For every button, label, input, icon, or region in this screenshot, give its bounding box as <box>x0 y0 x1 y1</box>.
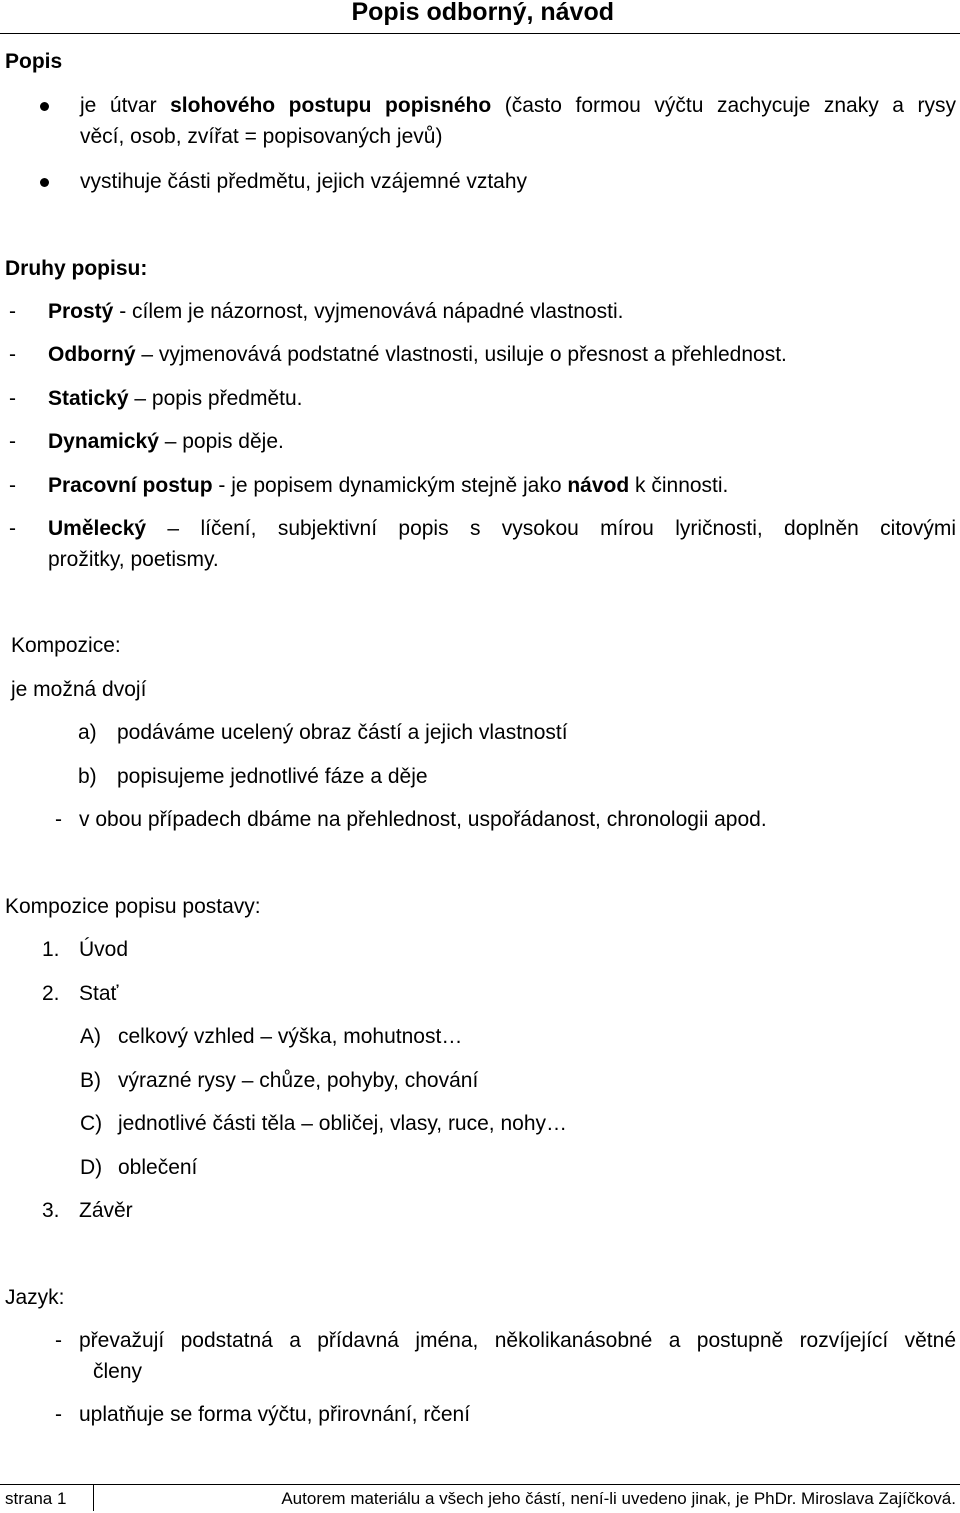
kompozice-item-a: podáváme ucelený obraz částí a jejich vlastností <box>117 721 568 744</box>
postava-item-zaver: Závěr <box>79 1199 133 1222</box>
postava-item-stat: Stať <box>79 982 119 1005</box>
kompozice-item-b: popisujeme jednotlivé fáze a děje <box>117 765 428 788</box>
postava-item-uvod: Úvod <box>79 938 129 961</box>
dash-marker: - <box>9 343 16 366</box>
list-number: 3. <box>42 1199 60 1222</box>
postava-heading: Kompozice popisu postavy: <box>5 895 261 918</box>
list-marker: C) <box>80 1112 103 1135</box>
druhy-item-odborny: Odborný – vyjmenovává podstatné vlastnosti, usiluje o přesnost a přehlednost. <box>48 343 787 366</box>
jazyk-item-1-line-2: členy <box>93 1360 143 1383</box>
bullet-dot <box>40 178 49 187</box>
dash-marker: - <box>9 300 16 323</box>
druhy-item-umelecky: Umělecký – líčení, subjektivní popis s vysokou mírou lyričnosti, doplněn citovými <box>48 517 956 540</box>
title-rule <box>0 33 960 34</box>
dash-marker: - <box>55 1403 62 1426</box>
page-title: Popis odborný, návod <box>351 0 614 26</box>
jazyk-item-2: uplatňuje se forma výčtu, přirovnání, rčení <box>79 1403 471 1426</box>
list-marker: a) <box>78 721 97 744</box>
list-number: 1. <box>42 938 60 961</box>
dash-marker: - <box>55 808 62 831</box>
druhy-item-dynamicky: Dynamický – popis děje. <box>48 430 284 453</box>
postava-sub-b: výrazné rysy – chůze, pohyby, chování <box>118 1069 479 1092</box>
postava-sub-d: oblečení <box>118 1156 198 1179</box>
dash-marker: - <box>9 517 16 540</box>
popis-bullet-1-line-2: věcí, osob, zvířat = popisovaných jevů) <box>80 125 443 148</box>
druhy-item-staticky: Statický – popis předmětu. <box>48 387 303 410</box>
bullet-dot <box>40 102 49 111</box>
jazyk-item-1-line-1: převažují podstatná a přídavná jména, několikanásobné a postupně rozvíjející větné <box>79 1329 956 1352</box>
popis-bullet-1-line-1: je útvar slohového postupu popisného (často formou výčtu zachycuje znaky a rysy <box>80 94 956 117</box>
druhy-item-prosty: Prostý - cílem je názornost, vyjmenovává nápadné vlastnosti. <box>48 300 624 323</box>
dash-marker: - <box>9 387 16 410</box>
druhy-heading: Druhy popisu: <box>5 257 148 280</box>
page-number: strana 1 <box>5 1489 67 1508</box>
druhy-item-umelecky-line-2: prožitky, poetismy. <box>48 548 219 571</box>
list-marker: B) <box>80 1069 101 1092</box>
jazyk-heading: Jazyk: <box>5 1286 65 1309</box>
dash-marker: - <box>9 430 16 453</box>
kompozice-intro: je možná dvojí <box>11 678 147 701</box>
druhy-item-pracovni-postup: Pracovní postup - je popisem dynamickým stejně jako návod k činnosti. <box>48 474 729 497</box>
list-number: 2. <box>42 982 60 1005</box>
dash-marker: - <box>9 474 16 497</box>
list-marker: A) <box>80 1025 101 1048</box>
kompozice-heading: Kompozice: <box>11 634 121 657</box>
kompozice-note: v obou případech dbáme na přehlednost, uspořádanost, chronologii apod. <box>79 808 767 831</box>
popis-bullet-2: vystihuje části předmětu, jejich vzájemné vztahy <box>80 170 528 193</box>
list-marker: b) <box>78 765 97 788</box>
postava-sub-a: celkový vzhled – výška, mohutnost… <box>118 1025 463 1048</box>
popis-heading: Popis <box>5 50 63 73</box>
footer-author: Autorem materiálu a všech jeho částí, není-li uvedeno jinak, je PhDr. Miroslava Zajíčková. <box>281 1489 956 1508</box>
footer-rule <box>0 1484 960 1485</box>
list-marker: D) <box>80 1156 103 1179</box>
postava-sub-c: jednotlivé části těla – obličej, vlasy, ruce, nohy… <box>118 1112 567 1135</box>
dash-marker: - <box>55 1329 62 1352</box>
footer-separator <box>93 1485 94 1511</box>
